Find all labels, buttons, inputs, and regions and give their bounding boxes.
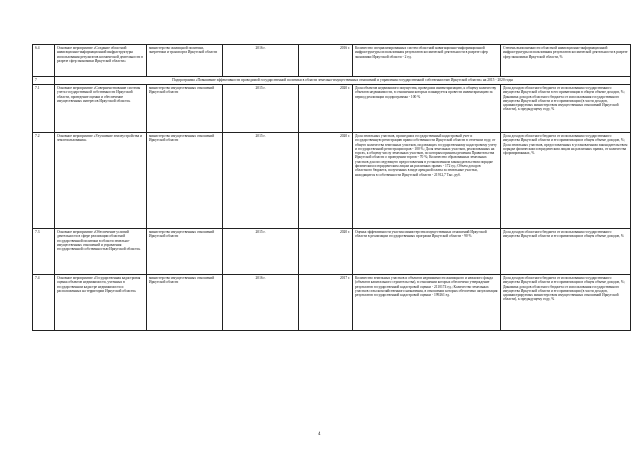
executor-cell: министерство имущественных отношений Иркутской области [147, 85, 223, 133]
table-row [33, 133, 631, 229]
indicators-cell: Оценка эффективности участия министерства имущественных отношений Иркутской области в реализации государственных программ Иркутской области - 90 % [353, 229, 501, 275]
targets-cell: Доля доходов областного бюджета от использования государственного имущества Иркутской области в его приватизации в общем объеме доходов, %; Динамика доходов областного бюджета от использования государственного имущества Иркутской области и его приватизации (в части доходов, администрируемых министерством имущественных отношений Иркутской области), к предыдущему году, % [501, 85, 631, 133]
executor-cell: министерство имущественных отношений Иркутской области [147, 229, 223, 275]
targets-cell: Степень выполненности областной навигационно-информационной инфраструктуры использования результатов космической деятельности в разрезе сфер экономики Иркутской области, % [501, 45, 631, 77]
end-cell: 2020 г. [299, 133, 353, 229]
event-cell: Основное мероприятие «Обеспечение условий деятельности в сфере реализации областной государственной политики в области земельно-имущественных отношений и управления государственной собственностью Иркутской области» [55, 229, 147, 275]
end-cell: 2020 г. [299, 229, 353, 275]
indicators-cell: Количество земельных участков и объектов недвижимости жилищного и нежилого фонда (объектов капитального строительства), в отношении которых обеспечено утверждение результатов государственной кадастровой оценки - 2110174 ед.; Количество земельных участков сельскохозяйственного назначения, в отношении которых обеспечено актуализация результатов государственной кадастровой оценки - 199261 ед. [353, 275, 501, 331]
table-row [33, 229, 631, 275]
indicators-cell: Количество специализированных систем областной навигационно-информационной инфраструктуры использования результатов космической деятельности в разрезе сфер экономики Иркутской области - 2 ед. [353, 45, 501, 77]
indicators-cell: Доля объектов недвижимого имущества, проведших инвентаризацию, к общему количеству объектов недвижимости, в отношении которых планируется провести инвентаризацию за период реализации подпрограммы - 100 % [353, 85, 501, 133]
executor-cell: министерство имущественных отношений Иркутской области [147, 275, 223, 331]
row-number: 6.4 [33, 45, 55, 77]
end-cell: 2017 г. [299, 275, 353, 331]
start-cell: 2016 г. [223, 275, 299, 331]
event-cell: Основное мероприятие «Государственная кадастровая оценка объектов недвижимости, учтенных в государственном кадастре недвижимости и расположенных на территории Иркутской области» [55, 275, 147, 331]
start-cell: 2015 г. [223, 133, 299, 229]
start-cell: 2015 г. [223, 229, 299, 275]
row-number: 7.4 [33, 275, 55, 331]
indicators-cell: Доля земельных участков, прошедших государственный кадастровый учет и государственную регистрацию права собственности Иркутской области в отчетном году, от общего количества земельных участков, подлежащих государственному кадастровому учету и государственной регистрации прав - 100 %; Доля земельных участков, реализованных на торгах, к общему числу земельных участков, по которым приняты решения Правительства Иркутской области о проведении торгов - 70 %; Количество образованных земельных участков для последующего предоставления в установленном законодательством порядке физическим и юридическим лицам на различных правах - 172 ед.; Объем доходов областного бюджета, полученных в виде арендной платы за земельные участки, находящиеся в собственности Иркутской области - 21912,7 Тыс. руб. [353, 133, 501, 229]
executor-cell: министерство имущественных отношений Иркутской области [147, 133, 223, 229]
targets-cell: Доля доходов областного бюджета от использования государственного имущества Иркутской области и его приватизации в общем объеме доходов, %; Динамика доходов областного бюджета от использования государственного имущества Иркутской области и его приватизации (в части доходов, администрируемых министерством имущественных отношений Иркутской области), к предыдущему году, % [501, 275, 631, 331]
executor-cell: министерство жилищной политики, энергетики и транспорта Иркутской области [147, 45, 223, 77]
targets-cell: Доля доходов областного бюджета от использования государственного имущества Иркутской области и его приватизации в общем объеме доходов, %; Доля земельных участков, предоставленных в установленном законодательством порядке физическим и юридическим лицам на различных правах, от количества сформированных, % [501, 133, 631, 229]
end-cell: 2020 г. [299, 85, 353, 133]
targets-cell: Доля доходов областного бюджета от использования государственного имущества Иркутской области и его приватизации в общем объеме доходов, % [501, 229, 631, 275]
row-number: 7.2 [33, 133, 55, 229]
start-cell: 2015 г. [223, 85, 299, 133]
section-title: Подпрограмма «Повышение эффективности проводимой государственной политики в области земельно-имущественных отношений и управления государственной собственностью Иркутской области» на 2015 - 2020 годы [55, 77, 631, 85]
section-number: 7 [33, 77, 55, 85]
end-cell: 2016 г. [299, 45, 353, 77]
table-row [33, 45, 631, 77]
start-cell: 2016 г. [223, 45, 299, 77]
row-number: 7.3 [33, 229, 55, 275]
event-cell: Основное мероприятие «Создание областной навигационно-информационной инфраструктуры использования результатов космической деятельности в разрезе сфер экономики Иркутской области» [55, 45, 147, 77]
section-row [33, 77, 631, 85]
event-cell: Основное мероприятие «Совершенствование системы учета государственной собственности Иркутской области, проведение оценки и обеспечение имущественных интересов Иркутской области» [55, 85, 147, 133]
program-table [32, 44, 631, 331]
page-number: 4 [318, 432, 321, 437]
event-cell: Основное мероприятие «Улучшение землеустройства и землепользования» [55, 133, 147, 229]
row-number: 7.1 [33, 85, 55, 133]
table-row [33, 85, 631, 133]
table-row [33, 275, 631, 331]
